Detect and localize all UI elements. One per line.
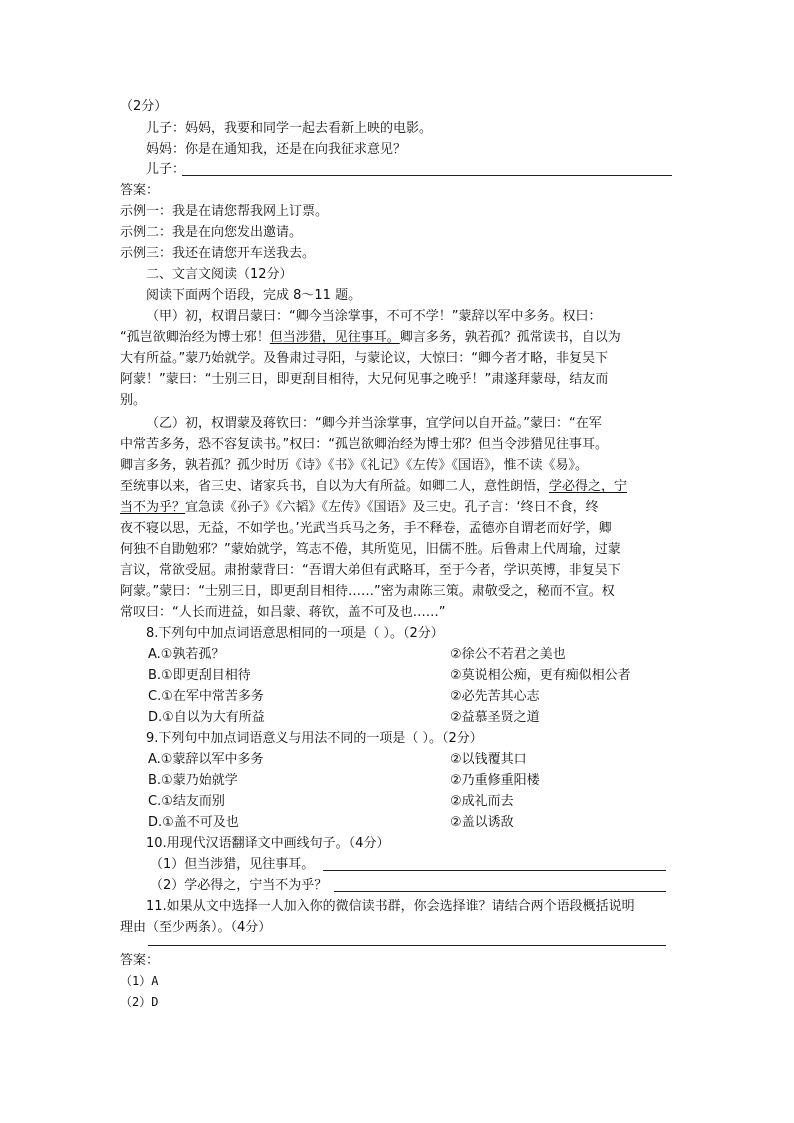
- q11-line-2: 理由（至少两条）。（4分）: [120, 920, 272, 935]
- passage-a-line-1: （甲）初，权谓吕蒙曰：“卿今当涂掌事，不可不学！”蒙辞以军中多务。权曰：: [146, 309, 602, 324]
- passage-a-line-5: 别。: [120, 393, 147, 408]
- option-part-1: B.①蒙乃始就学: [148, 773, 238, 788]
- son-reply-answer-line[interactable]: [182, 175, 672, 176]
- q8-option-c[interactable]: [148, 686, 708, 707]
- passage-a-line-2: [120, 327, 680, 348]
- option-part-2: ②莫说相公痴，更有痴似相公者: [450, 668, 631, 683]
- option-part-1: C.①在军中常苦多务: [148, 689, 264, 704]
- passage-a-underlined-sentence: 但当涉猎，见往事耳。: [269, 330, 400, 345]
- answer2-label: 答案：: [120, 953, 160, 968]
- passage-a-line-3: 大有所益。”蒙乃始就学。及鲁肃过寻阳，与蒙论议，大惊曰：“卿今者才略，非复吴下: [120, 351, 608, 366]
- q10-item-1-answer-line[interactable]: [323, 870, 666, 871]
- option-part-2: ②徐公不若君之美也: [450, 647, 566, 662]
- q8-option-b[interactable]: [148, 665, 708, 686]
- q8-stem: 8.下列句中加点词语意思相同的一项是（ ）。（2分）: [146, 626, 444, 641]
- passage-b-line-9: 阿蒙。”蒙曰：“士别三日，即更刮目相待……”密为肃陈三策。肃敬受之，秘而不宣。权: [120, 584, 615, 599]
- option-part-1: D.①盖不可及也: [148, 815, 239, 830]
- answer1-example-2: 示例二：我是在向您发出邀请。: [120, 225, 303, 240]
- q11-answer-line[interactable]: [148, 945, 666, 946]
- dialogue-son-reply-label: 儿子：: [146, 162, 186, 177]
- q9-option-a[interactable]: [148, 749, 708, 770]
- option-part-2: ②盖以诱敌: [450, 815, 514, 830]
- option-part-2: ②乃重修重阳楼: [450, 773, 540, 788]
- q10-item-2: （2）学必得之，宁当不为乎？: [150, 878, 328, 893]
- dialogue-score: （2分）: [120, 99, 168, 114]
- option-part-1: A.①孰若孤？: [148, 647, 225, 662]
- passage-b-line-7: 何独不自勖勉邪？”蒙始就学，笃志不倦，其所览见，旧儒不胜。后鲁肃上代周瑜，过蒙: [120, 542, 621, 557]
- passage-b-line-1: （乙）初，权谓蒙及蒋钦曰：“卿今并当涂掌事，宜学问以自开益。”蒙曰：“在军: [146, 416, 602, 431]
- q11-line-1: 11.如果从文中选择一人加入你的微信读书群，你会选择谁？请结合两个语段概括说明: [146, 899, 635, 914]
- dialogue-son-line: 儿子：妈妈，我要和同学一起去看新上映的电影。: [146, 121, 433, 136]
- passage-a-text: “孤岂欲卿治经为博士邪！: [120, 330, 270, 345]
- passage-b-line-10: 常叹曰：“人长而进益，如吕蒙、蒋钦，盖不可及也……”: [120, 605, 446, 620]
- option-part-1: B.①即更刮目相待: [148, 668, 251, 683]
- q8-option-a[interactable]: [148, 644, 708, 665]
- option-part-1: A.①蒙辞以军中多务: [148, 752, 264, 767]
- passage-b-line-2: 中常苦多务，恐不容复读书。”权曰：“孤岂欲卿治经为博士邪？但当令涉猎见往事耳。: [120, 437, 608, 452]
- dialogue-mom-line: 妈妈：你是在通知我，还是在向我征求意见？: [146, 142, 407, 157]
- q10-item-1: （1）但当涉猎，见往事耳。: [150, 857, 315, 872]
- passage-b-line-8: 言议，常欲受屈。肃拊蒙背曰：“吾谓大弟但有武略耳，至于今者，学识英博，非复吴下: [120, 563, 621, 578]
- passage-b-text: 至统事以来，省三史、诸家兵书，自以为大有所益。如卿二人，意性朗悟，: [120, 479, 550, 494]
- passage-b-line-3: 卿言多务，孰若孤？孤少时历《诗》《书》《礼记》《左传》《国语》，惟不读《易》。: [120, 458, 589, 473]
- q8-option-d[interactable]: [148, 707, 708, 728]
- answer1-example-1: 示例一：我是在请您帮我网上订票。: [120, 204, 329, 219]
- q9-option-c[interactable]: [148, 791, 708, 812]
- q10-item-2-answer-line[interactable]: [334, 891, 666, 892]
- option-part-1: C.①结友而别: [148, 794, 225, 809]
- option-part-2: ②以钱覆其口: [450, 752, 527, 767]
- passage-b-line-5: [120, 497, 680, 518]
- passage-b-line-4: [120, 476, 680, 497]
- passage-b-underlined-sentence: 当不为乎？: [120, 500, 186, 515]
- answer2-item-1: （1）A: [120, 974, 159, 988]
- q9-option-d[interactable]: [148, 812, 708, 833]
- answer1-example-3: 示例三：我还在请您开车送我去。: [120, 246, 316, 261]
- option-part-1: D.①自以为大有所益: [148, 710, 265, 725]
- answer1-label: 答案：: [120, 183, 160, 198]
- section2-instruction: 阅读下面两个语段，完成 8～11 题。: [146, 288, 362, 303]
- q9-stem: 9.下列句中加点词语意义与用法不同的一项是（ ）。（2分）: [146, 731, 483, 746]
- passage-b-text: 宜急读《孙子》《六韬》《左传》《国语》及三史。孔子言：‘终日不食，终: [185, 500, 599, 515]
- option-part-2: ②必先苦其心志: [450, 689, 540, 704]
- passage-b-line-6: 夜不寝以思，无益，不如学也。’光武当兵马之务，手不释卷，孟德亦自谓老而好学，卿: [120, 521, 612, 536]
- option-part-2: ②益慕圣贤之道: [450, 710, 540, 725]
- section2-heading: 二、文言文阅读（12分）: [146, 267, 293, 282]
- q9-option-b[interactable]: [148, 770, 708, 791]
- option-part-2: ②成礼而去: [450, 794, 514, 809]
- passage-a-line-4: 阿蒙！”蒙曰：“士别三日，即更刮目相待，大兄何见事之晚乎！”肃遂拜蒙母，结友而: [120, 372, 609, 387]
- q10-stem: 10.用现代汉语翻译文中画线句子。（4分）: [146, 836, 390, 851]
- passage-a-text: 卿言多务，孰若孤？孤常读书，自以为: [399, 330, 621, 345]
- passage-b-underlined-sentence: 学必得之，宁: [549, 479, 628, 494]
- answer2-item-2: （2）D: [120, 995, 159, 1009]
